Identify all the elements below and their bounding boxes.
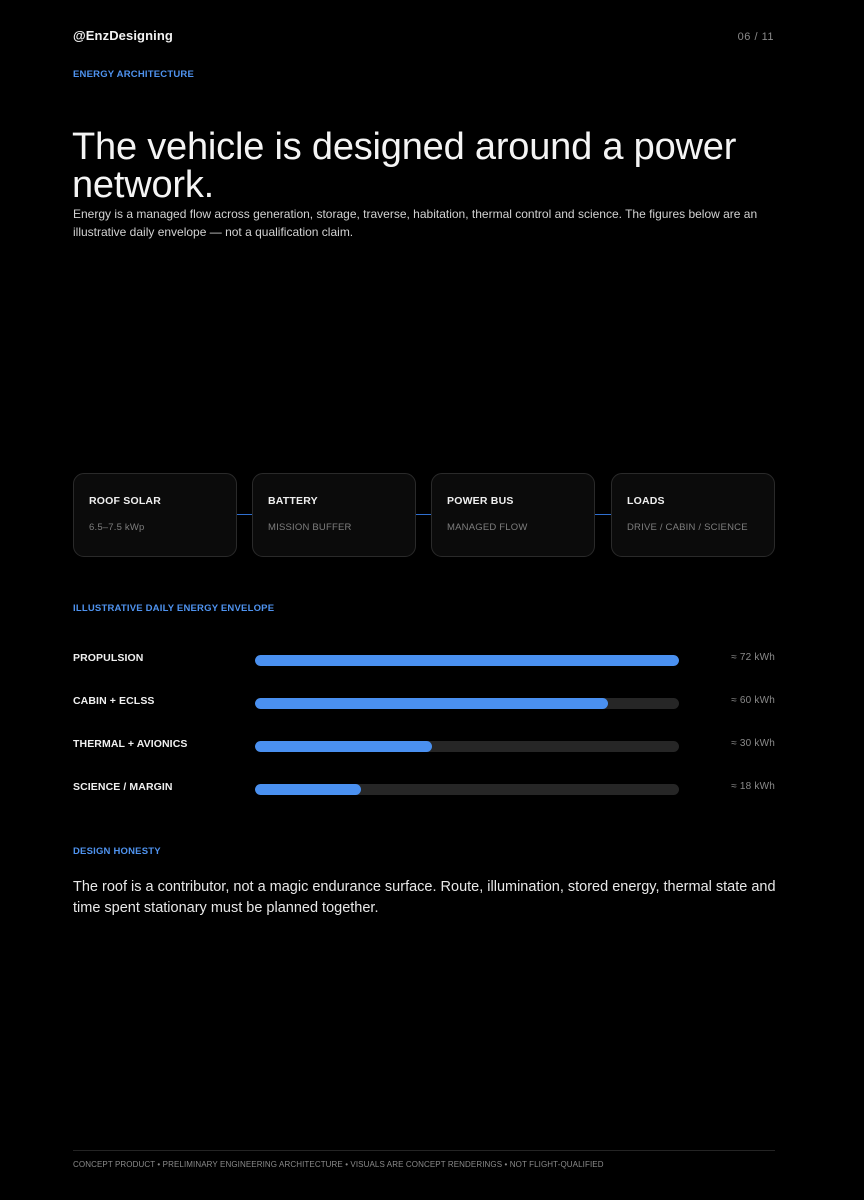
- envelope-row-value: ≈ 60 kWh: [731, 695, 775, 706]
- flow-node-subtitle: DRIVE / CABIN / SCIENCE: [627, 522, 748, 533]
- envelope-bar-track: [255, 784, 679, 795]
- envelope-row-value: ≈ 18 kWh: [731, 781, 775, 792]
- flow-node-subtitle: 6.5–7.5 kWp: [89, 522, 145, 533]
- envelope-bar-track: [255, 741, 679, 752]
- page-subtitle: Energy is a managed flow across generation, storage, traverse, habitation, thermal control and science. The figures below are an illustrative daily envelope — not a qualification claim.: [73, 207, 758, 239]
- envelope-row-thermal-avionics: [73, 726, 775, 769]
- page-title: The vehicle is designed around a power network.: [72, 126, 737, 206]
- flow-node-subtitle: MISSION BUFFER: [268, 522, 352, 533]
- envelope-bar-track: [255, 698, 679, 709]
- energy-envelope-bars: [73, 640, 775, 812]
- envelope-eyebrow: ILLUSTRATIVE DAILY ENERGY ENVELOPE: [73, 603, 275, 614]
- envelope-bar-track: [255, 655, 679, 666]
- envelope-row-value: ≈ 30 kWh: [731, 738, 775, 749]
- power-flow-diagram: [73, 473, 775, 557]
- envelope-row-propulsion: [73, 640, 775, 683]
- section-eyebrow: ENERGY ARCHITECTURE: [73, 69, 194, 80]
- envelope-bar-fill: [255, 655, 679, 666]
- footer-divider: [73, 1150, 775, 1151]
- page-indicator: 06 / 11: [737, 31, 774, 43]
- envelope-row-label: CABIN + ECLSS: [73, 695, 155, 707]
- honesty-statement: The roof is a contributor, not a magic endurance surface. Route, illumination, stored energy, thermal state and time spent stationary must be planned together.: [73, 879, 776, 916]
- honesty-eyebrow: DESIGN HONESTY: [73, 846, 161, 857]
- flow-node-roof-solar: [73, 473, 237, 557]
- flow-node-title: LOADS: [627, 495, 665, 507]
- envelope-bar-fill: [255, 741, 432, 752]
- envelope-row-value: ≈ 72 kWh: [731, 652, 775, 663]
- envelope-bar-fill: [255, 784, 361, 795]
- footer-disclaimer: CONCEPT PRODUCT • PRELIMINARY ENGINEERING ARCHITECTURE • VISUALS ARE CONCEPT RENDERINGS • NOT FLIGHT-QUALIFIED: [73, 1160, 604, 1169]
- flow-node-loads: [611, 473, 775, 557]
- envelope-row-label: SCIENCE / MARGIN: [73, 781, 173, 793]
- envelope-row-label: THERMAL + AVIONICS: [73, 738, 188, 750]
- flow-node-battery: [252, 473, 416, 557]
- flow-node-subtitle: MANAGED FLOW: [447, 522, 528, 533]
- envelope-row-science-margin: [73, 769, 775, 812]
- flow-node-power-bus: [431, 473, 595, 557]
- envelope-row-cabin-eclss: [73, 683, 775, 726]
- flow-node-title: BATTERY: [268, 495, 318, 507]
- flow-node-title: ROOF SOLAR: [89, 495, 161, 507]
- brand-handle: @EnzDesigning: [73, 28, 173, 43]
- envelope-bar-fill: [255, 698, 608, 709]
- flow-node-title: POWER BUS: [447, 495, 514, 507]
- envelope-row-label: PROPULSION: [73, 652, 144, 664]
